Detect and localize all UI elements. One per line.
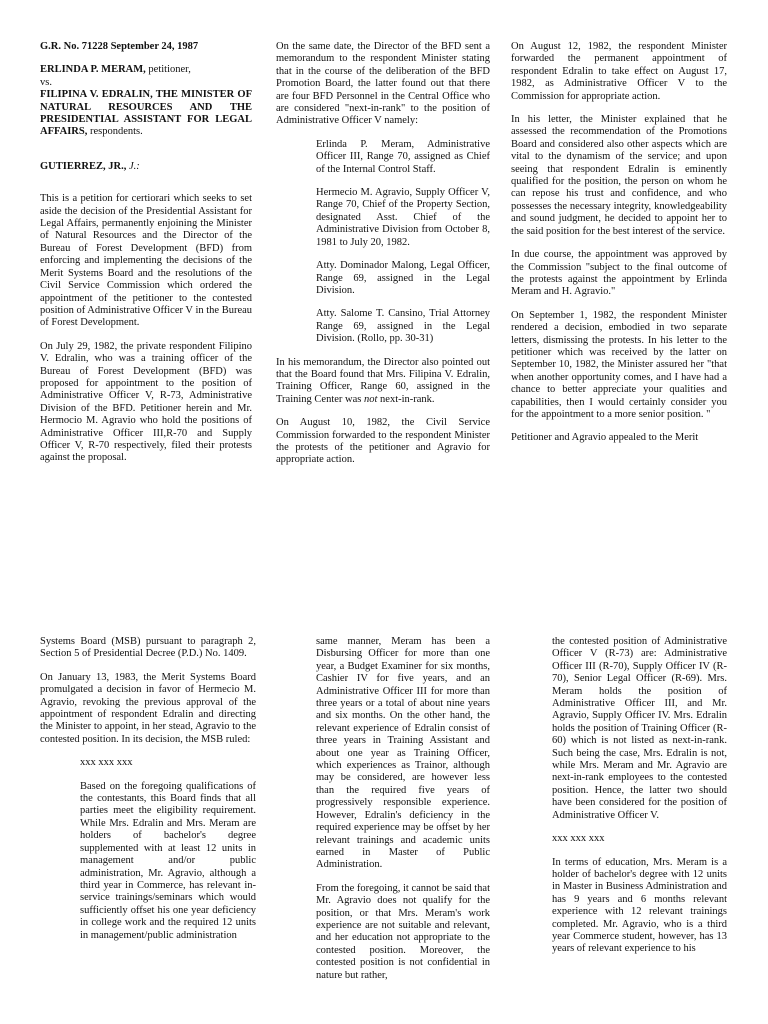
paragraph: same manner, Meram has been a Disbursing Officer for more than one year, a Budget Examiner for six months, Cashier IV for five years, and an Administrative Officer III for more than three years or a total of about nine years and six months. On the other hand, the relevant experience of Edralin consist of three years in Training Assistant and about one year as Training Officer, which experiences as Trainor, although may be considered, are however less than the required five years of progressively responsible experience. However, Edralin's deficiency in the required experience may be offset by her relevant trainings and academic units earned in Master of Public Administration. [316, 636, 490, 871]
ellipsis-marker: xxx xxx xxx [80, 757, 133, 769]
page2-column-1 [40, 636, 256, 953]
page2-column-2 [316, 636, 490, 993]
respondents-line [40, 89, 252, 139]
list-item: Hermecio M. Agravio, Supply Officer V, Range 70, Chief of the Property Section, designated Asst. Chief of the Administrative Division from October 8, 1981 to July 20, 1982. [316, 187, 490, 248]
petitioner-role: petitioner, [145, 64, 191, 76]
paragraph: On August 12, 1982, the respondent Minister forwarded the permanent appointment of respondent Edralin to take effect on August 17, 1982, as Administrative Officer V to the Commission for appropriate action. [511, 41, 727, 102]
paragraph: This is a petition for certiorari which seeks to set aside the decision of the Presidential Assistant for Legal Affairs, permanently enjoining the Minister of Natural Resources and the Director of the Bureau of Forest Development (BFD) from enforcing and implementing the decisions of the Merit Systems Board and the resolutions of the Civil Service Commission which ordered the appointment of the petitioner to the contested position of Administrative Officer V in the Bureau of Forest Development. [40, 193, 253, 329]
paragraph: In due course, the appointment was approved by the Commission "subject to the final outcome of the protests against the appointment by Erlinda Meram and H. Agravio." [511, 249, 727, 298]
petitioner-name: ERLINDA P. MERAM, [40, 64, 146, 76]
paragraph: In terms of education, Mrs. Meram is a holder of bachelor's degree with 12 units in Master in Business Administration and has 9 years and 6 months relevant experience with 12 relevant trainings completed. Mr. Agravio, who is a third year Commerce student, however, has 13 years of relevant experience to his [552, 856, 727, 955]
ponente-line [40, 161, 252, 173]
page1-column-3 [511, 41, 727, 456]
paragraph: On January 13, 1983, the Merit Systems Board promulgated a decision in favor of Hermecio M. Agravio, revoking the previous approval of the appointment of respondent Edralin and directing the Minister to appoint, in her stead, Agravio to the contested position. In its decision, the MSB ruled: [40, 671, 256, 745]
paragraph-text: In his memorandum, the Director also pointed out that the Board found that Mrs. Filipina V. Edralin, Training Officer, Range 60, assigned in the Training Center was [276, 356, 490, 405]
list-item: Atty. Dominador Malong, Legal Officer, Range 69, assigned in the Legal Division. [316, 260, 490, 296]
block-quote: Based on the foregoing qualifications of the contestants, this Board finds that all parties meet the eligibility requirement. While Mrs. Edralin and Mrs. Meram are holders of bachelor's degree supplemented with at least 12 units in management and/or public administration, Mr. Agravio, although a third year in Commerce, has relevant in-service trainings/seminars which would sufficiently offset his one year deficiency in college work and the required 12 units in management/public administration [80, 780, 256, 941]
page2-column-3 [552, 636, 727, 967]
respondents-role: respondents. [87, 126, 143, 138]
document-page-2 [0, 630, 768, 1024]
paragraph: On September 1, 1982, the respondent Minister rendered a decision, embodied in two separate letters, dismissing the protests. In his letter to the petitioner which was received by the latter on September 10, 1982, the Minister assured her "that when another opportunity comes, and I have had a chance to better appreciate your qualities and capabilities, then I would certainly consider you for the appointment to a more senior position. " [511, 309, 727, 420]
petitioner-line [40, 64, 252, 76]
versus-label: vs. [40, 76, 52, 88]
paragraph: On July 29, 1982, the private respondent Filipino V. Edralin, who was a training officer of the Bureau of Forest Development (BFD) was proposed for appointment to the position of Administrative Officer V, R-73, Administrative Division of the BFD. Petitioner herein and Mr. Hermocio M. Agravio who hold the positions of Administrative Officer III,R-70 and Supply Officer V, R-70 respectively, filed their protests against the proposal. [40, 340, 252, 464]
paragraph: Systems Board (MSB) pursuant to paragraph 2, Section 5 of Presidential Decree (P.D.) No. 1409. [40, 636, 256, 660]
respondents-names: FILIPINA V. EDRALIN, THE MINISTER OF NATURAL RESOURCES AND THE PRESIDENTIAL ASSISTANT FOR LEGAL AFFAIRS, [40, 89, 252, 138]
ponente-name: GUTIERREZ, JR., [40, 160, 127, 172]
paragraph: From the foregoing, it cannot be said that Mr. Agravio does not qualify for the position, or that Mrs. Meram's work experience are not suitable and relevant, and her education not appropriate to the contested position. Moreover, the contested position is not confidential in nature but rather, [316, 882, 490, 981]
page1-column-2 [276, 41, 490, 478]
paragraph [276, 357, 490, 407]
page1-column-1 [40, 41, 252, 476]
case-citation: G.R. No. 71228 September 24, 1987 [40, 41, 199, 52]
ellipsis-marker: xxx xxx xxx [552, 833, 605, 845]
list-item: Erlinda P. Meram, Administrative Officer III, Range 70, assigned as Chief of the Internal Control Staff. [316, 138, 490, 175]
paragraph: On August 10, 1982, the Civil Service Commission forwarded to the respondent Minister the protests of the petitioner and Agravio for appropriate action. [276, 417, 490, 466]
paragraph: Petitioner and Agravio appealed to the Merit [511, 432, 699, 444]
paragraph: On the same date, the Director of the BFD sent a memorandum to the respondent Minister stating that in the course of the deliberation of the BFD Promotion Board, the latter found out that there are four BFD Personnel in the Central Office who are considered "next-in-rank" to the position of Administrative Officer V namely: [276, 41, 490, 127]
paragraph-text: next-in-rank. [377, 393, 435, 405]
next-in-rank-list [276, 139, 490, 346]
emphasis-not: not [363, 393, 378, 405]
ponente-suffix: J.: [126, 160, 140, 172]
list-item: Atty. Salome T. Cansino, Trial Attorney Range 69, assigned in the Legal Division. (Rollo, pp. 30-31) [316, 308, 490, 345]
paragraph: In his letter, the Minister explained that he assessed the recommendation of the Promotions Board and considered also other aspects which are vital to the dynamism of the service; and upon seeing that respondent Edralin is eminently qualified for the position, the person on whom he can repose his trust and confidence, and who possesses the necessary integrity, knowledgeability and sound judgment, he decided to appoint her to the said position for the best interest of the service. [511, 114, 727, 237]
paragraph: the contested position of Administrative Officer V (R-73) are: Administrative Officer III (R-70), Supply Officer IV (R-70), Senior Legal Officer (R-69). Mrs. Meram holds the position of Administrative Officer III, and Mr. Agravio, Supply Officer IV. Mrs. Edralin holds the position of Training Officer (R-60) which is not listed as next-in-rank. Such being the case, Mrs. Edralin is not, while Mrs. Meram and Mr. Agravio are next-in-rank employees to the contested position. Hence, the latter two should have been considered for the position of Administrative Officer V. [552, 636, 727, 821]
